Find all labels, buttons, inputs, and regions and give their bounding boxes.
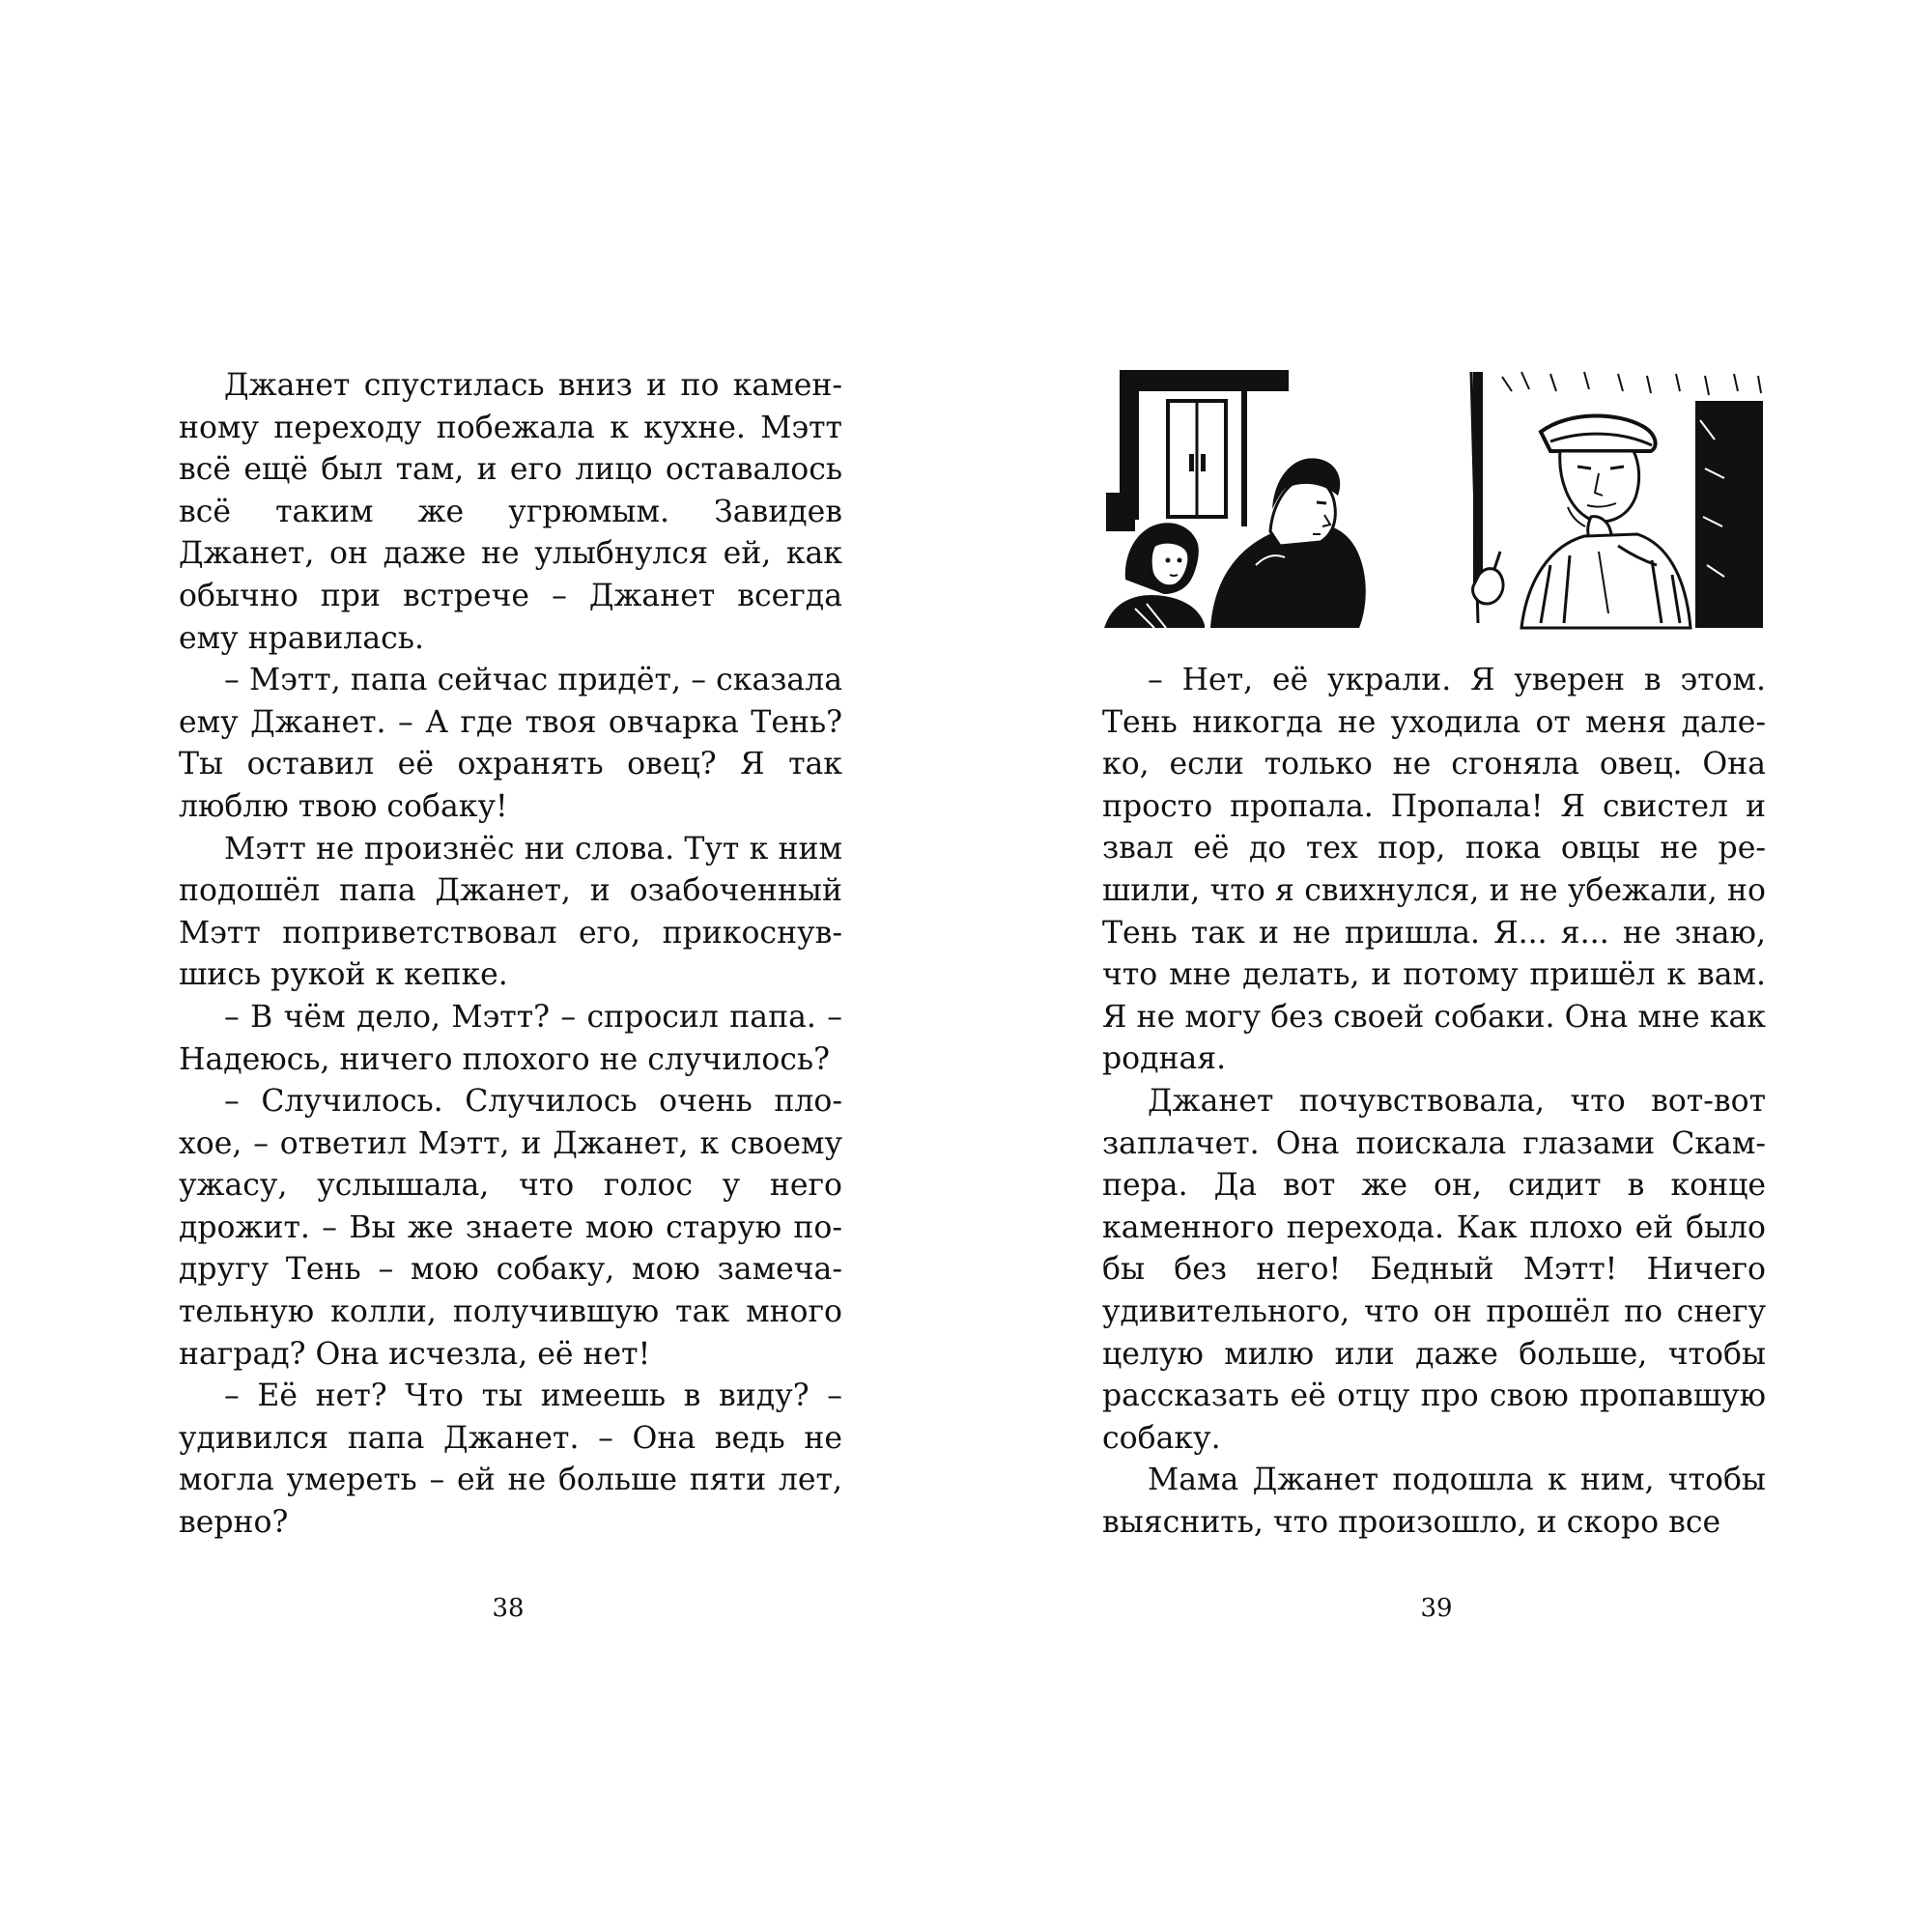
page-number: 39 [1420, 1594, 1453, 1623]
illustration-janet-matt-father-icon [1096, 362, 1773, 642]
paragraph: Джанет спустилась вниз и по каменному переходу побежала к кухне. Мэтт всё ещё был там, и его лицо оставалось всё таким же угрюмым. Завидев Джанет, он даже не улыбнулся ей, как обычно при встрече – Джанет всегда ему нравилась. [179, 368, 842, 656]
left-page-text [179, 365, 842, 1545]
paragraph: Мэтт не произнёс ни слова. Тут к ним подошёл папа Джанет, и озабоченный Мэтт поприветствовал его, прикоснувшись рукой к кепке. [179, 831, 842, 993]
right-page [966, 0, 1932, 1932]
paragraph: – В чём дело, Мэтт? – спросил папа. – Надеюсь, ничего плохого не случилось? [179, 999, 842, 1077]
paragraph: – Нет, её украли. Я уверен в этом. Тень никогда не уходила от меня далеко, если только не сгоняла овец. Она просто пропала. Пропала! Я свистел и звал её до тех пор, пока овцы не решили, что я свихнулся, и не убежали, но Тень так и не пришла. Я... я... не знаю, что мне делать, и потому пришёл к вам. Я не могу без своей собаки. Она мне как родная. [1102, 663, 1766, 1077]
page-number: 38 [492, 1594, 525, 1623]
paragraph: Мама Джанет подошла к ним, чтобы выяснить, что произошло, и скоро все [1102, 1463, 1766, 1540]
paragraph: – Мэтт, папа сейчас придёт, – сказала ему Джанет. – А где твоя овчарка Тень? Ты оставил её охранять овец? Я так люблю твою собаку! [179, 663, 842, 824]
paragraph: – Её нет? Что ты имеешь в виду? – удивился папа Джанет. – Она ведь не могла умереть – ей не больше пяти лет, верно? [179, 1378, 842, 1541]
right-page-text [1102, 660, 1766, 1544]
paragraph: Джанет почувствовала, что вот-вот заплачет. Она поискала глазами Скампера. Да вот же он, сидит в конце каменного перехода. Как плохо ей было бы без него! Бедный Мэтт! Ничего удивительного, что он прошёл по снегу целую милю или даже больше, чтобы рассказать её отцу про свою пропавшую собаку. [1102, 1083, 1766, 1456]
paragraph: – Случилось. Случилось очень плохое, – ответил Мэтт, и Джанет, к своему ужасу, услышала, что голос у него дрожит. – Вы же знаете мою старую подругу Тень – мою собаку, мою замечательную колли, получившую так много наград? Она исчезла, её нет! [179, 1084, 842, 1372]
